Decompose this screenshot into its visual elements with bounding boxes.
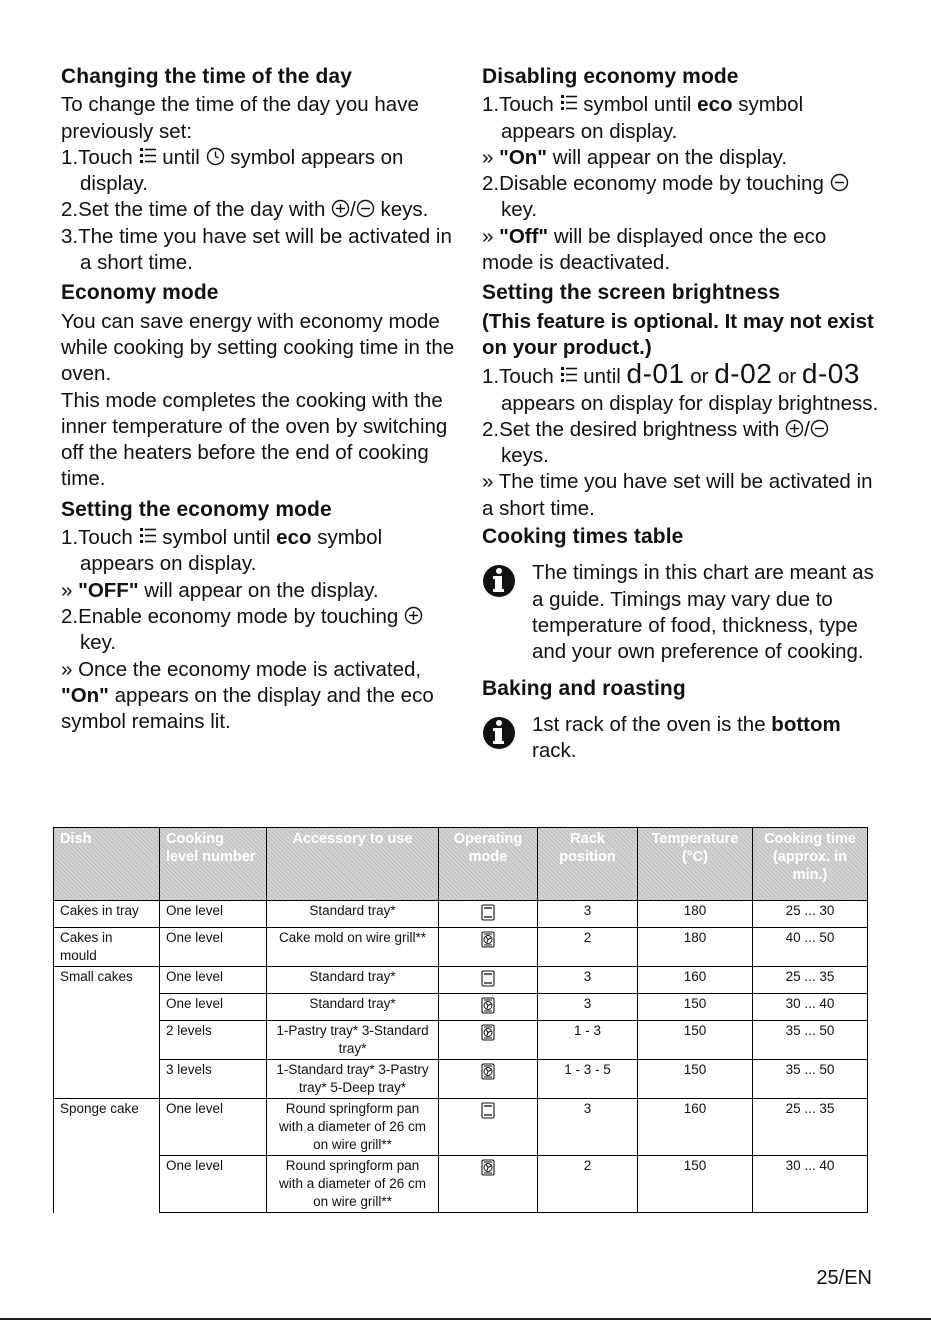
display-code: d-01	[626, 358, 685, 390]
cell-temperature: 160	[638, 1099, 753, 1156]
cell-mode	[439, 1021, 538, 1060]
result-text: will appear on the display.	[138, 578, 379, 602]
change-intro: To change the time of the day you have previously set:	[61, 93, 419, 143]
cell-mode	[439, 994, 538, 1021]
off-word: "OFF"	[78, 578, 139, 602]
step-text: symbol until	[583, 93, 692, 117]
cell-accessory: Round springform pan with a diameter of 26 cm on wire grill**	[267, 1156, 439, 1213]
minus-circle-icon	[830, 173, 849, 192]
step-text: 1.Touch	[482, 93, 554, 117]
result-text: will be displayed once the eco mode is deactivated.	[482, 224, 827, 275]
cell-time: 25 ... 35	[753, 1099, 868, 1156]
set-eco-result-1	[61, 578, 456, 604]
minus-circle-icon	[810, 419, 829, 438]
cell-rack: 3	[538, 901, 638, 928]
table-row	[54, 901, 868, 928]
cell-rack: 2	[538, 1156, 638, 1213]
cell-temperature: 180	[638, 928, 753, 967]
left-column	[61, 62, 456, 735]
baking-info-note	[482, 712, 882, 765]
cell-accessory: 1-Standard tray* 3-Pastry tray* 5-Deep tray*	[267, 1060, 439, 1099]
fan-heating-icon	[445, 1024, 531, 1046]
set-eco-step-1	[61, 525, 456, 578]
cell-level: One level	[160, 928, 267, 967]
cell-time: 25 ... 30	[753, 901, 868, 928]
off-word: "Off"	[499, 224, 549, 248]
slash: /	[350, 198, 356, 222]
cell-level: 2 levels	[160, 1021, 267, 1060]
cell-dish	[54, 1156, 160, 1213]
change-step-1	[61, 145, 456, 198]
header-mode: Operating mode	[439, 828, 538, 901]
bottom-word: bottom	[771, 712, 841, 736]
page-number: 25/EN	[816, 1267, 872, 1289]
step-text: 1.Touch	[61, 145, 133, 169]
cell-temperature: 150	[638, 994, 753, 1021]
cell-rack: 3	[538, 967, 638, 994]
cell-mode	[439, 901, 538, 928]
cell-dish	[54, 1021, 160, 1060]
step-text: 2.Set the time of the day with	[61, 198, 326, 222]
info-text: The timings in this chart are meant as a guide. Timings may vary due to temperature of food, thickness, type and your own preference of cooking.	[532, 561, 874, 664]
result-text: » Once the economy mode is activated,	[61, 657, 422, 681]
result-text: will appear on the display.	[547, 145, 788, 169]
step-text: or	[690, 365, 709, 389]
cell-level: One level	[160, 994, 267, 1021]
table-row	[54, 1156, 868, 1213]
cell-accessory: 1-Pastry tray* 3-Standard tray*	[267, 1021, 439, 1060]
step-text: until	[162, 145, 200, 169]
cooking-info-note	[482, 560, 882, 665]
cell-rack: 1 - 3 - 5	[538, 1060, 638, 1099]
cell-rack: 2	[538, 928, 638, 967]
heading-screen-brightness: Setting the screen brightness	[482, 281, 781, 305]
cell-mode	[439, 928, 538, 967]
on-word: "On"	[61, 683, 109, 707]
heading-baking-roasting: Baking and roasting	[482, 676, 686, 700]
result-text: appears on the display and the eco symbol remains lit.	[61, 683, 434, 734]
cell-rack: 3	[538, 994, 638, 1021]
header-time: Cooking time (approx. in min.)	[753, 828, 868, 901]
cell-level: One level	[160, 1156, 267, 1213]
eco-word: eco	[697, 93, 733, 117]
step-text: until	[583, 365, 621, 389]
cell-temperature: 150	[638, 1021, 753, 1060]
heading-cooking-times: Cooking times table	[482, 525, 684, 549]
table-row	[54, 1099, 868, 1156]
step-text: symbol appears on display.	[80, 526, 383, 576]
heading-disabling-economy: Disabling economy mode	[482, 65, 739, 88]
cell-mode	[439, 1060, 538, 1099]
step-text: symbol until	[162, 526, 271, 550]
menu-icon	[139, 146, 157, 166]
step-text: symbol appears on display.	[80, 145, 404, 196]
header-accessory: Accessory to use	[267, 828, 439, 901]
dis-step-1	[482, 92, 882, 145]
cell-level: One level	[160, 967, 267, 994]
dis-result-2	[482, 224, 882, 277]
header-dish: Dish	[54, 828, 160, 901]
dis-result-1	[482, 145, 882, 171]
fan-heating-icon	[445, 997, 531, 1019]
result-marker: »	[61, 578, 79, 602]
cell-time: 30 ... 40	[753, 994, 868, 1021]
cell-mode	[439, 1156, 538, 1213]
cell-dish: Small cakes	[54, 967, 160, 994]
header-rack: Rack position	[538, 828, 638, 901]
step-text: 2.Enable economy mode by touching	[61, 604, 399, 628]
minus-circle-icon	[356, 199, 375, 218]
step-text: 2.Disable economy mode by touching	[482, 172, 824, 196]
cell-temperature: 160	[638, 967, 753, 994]
set-eco-result-2	[61, 657, 456, 736]
table-row	[54, 928, 868, 967]
divider	[0, 1318, 931, 1320]
step-text: 1.Touch	[482, 365, 554, 389]
eco-word: eco	[276, 526, 312, 550]
step-text: 1.Touch	[61, 526, 133, 550]
menu-icon	[139, 526, 157, 546]
heading-changing-time: Changing the time of the day	[61, 65, 352, 88]
cell-accessory: Cake mold on wire grill**	[267, 928, 439, 967]
brightness-result: » The time you have set will be activated in a short time.	[482, 470, 873, 520]
heading-economy-mode: Economy mode	[61, 281, 219, 305]
cell-accessory: Standard tray*	[267, 967, 439, 994]
cell-mode	[439, 1099, 538, 1156]
cell-rack: 3	[538, 1099, 638, 1156]
cell-dish: Cakes in mould	[54, 928, 160, 967]
brightness-step-1	[482, 358, 882, 417]
cell-level: 3 levels	[160, 1060, 267, 1099]
plus-circle-icon	[404, 606, 423, 625]
info-icon	[482, 713, 516, 751]
info-icon	[482, 561, 516, 599]
info-text-part: rack.	[532, 739, 577, 763]
change-step-3: 3.The time you have set will be activated in a short time.	[61, 224, 452, 275]
header-temperature: Temperature (°C)	[638, 828, 753, 901]
menu-icon	[560, 365, 578, 385]
cell-dish	[54, 994, 160, 1021]
cell-level: One level	[160, 901, 267, 928]
right-column	[482, 62, 882, 774]
step-text: keys.	[501, 444, 549, 468]
top-bottom-heating-icon	[445, 970, 531, 992]
step-text: key.	[80, 631, 117, 655]
cell-dish: Sponge cake	[54, 1099, 160, 1156]
slash: /	[804, 417, 810, 441]
cell-temperature: 150	[638, 1156, 753, 1213]
fan-heating-icon	[445, 1063, 531, 1085]
cell-temperature: 150	[638, 1060, 753, 1099]
result-marker: »	[482, 145, 500, 169]
step-text: key.	[501, 198, 538, 222]
step-text: keys.	[380, 198, 429, 222]
brightness-note: (This feature is optional. It may not exist on your product.)	[482, 309, 874, 359]
header-level: Cooking level number	[160, 828, 267, 901]
change-step-2	[61, 197, 456, 223]
cell-mode	[439, 967, 538, 994]
step-text: or	[777, 365, 797, 389]
step-text: 2.Set the desired brightness with	[482, 417, 780, 441]
eco-paragraph-1: You can save energy with economy mode while cooking by setting cooking time in the oven.	[61, 309, 455, 386]
step-text: symbol appears on display.	[501, 93, 804, 143]
table-row	[54, 994, 868, 1021]
top-bottom-heating-icon	[445, 904, 531, 926]
eco-paragraph-2: This mode completes the cooking with the inner temperature of the oven by switching off the heaters before the end of cooking time.	[61, 388, 448, 491]
cell-rack: 1 - 3	[538, 1021, 638, 1060]
clock-icon	[206, 147, 225, 166]
cell-accessory: Standard tray*	[267, 901, 439, 928]
cell-time: 40 ... 50	[753, 928, 868, 967]
plus-circle-icon	[785, 419, 804, 438]
cell-time: 25 ... 35	[753, 967, 868, 994]
cell-dish: Cakes in tray	[54, 901, 160, 928]
table-header-row	[54, 828, 868, 901]
cooking-times-table	[53, 827, 868, 1213]
cell-accessory: Round springform pan with a diameter of 26 cm on wire grill**	[267, 1099, 439, 1156]
table-row	[54, 1060, 868, 1099]
cell-level: One level	[160, 1099, 267, 1156]
info-text	[532, 712, 882, 765]
fan-heating-icon	[445, 1159, 531, 1181]
step-text: appears on display for display brightness.	[501, 391, 879, 415]
info-text-part: 1st rack of the oven is the	[532, 712, 772, 736]
dis-step-2	[482, 171, 882, 224]
cell-time: 35 ... 50	[753, 1021, 868, 1060]
result-marker: »	[482, 224, 500, 248]
table-row	[54, 967, 868, 994]
table-row	[54, 1021, 868, 1060]
set-eco-step-2	[61, 604, 456, 657]
cell-temperature: 180	[638, 901, 753, 928]
menu-icon	[560, 93, 578, 113]
top-bottom-heating-icon	[445, 1102, 531, 1124]
fan-heating-icon	[445, 931, 531, 953]
brightness-step-2	[482, 417, 882, 470]
on-word: "On"	[499, 145, 548, 169]
display-code: d-02	[714, 358, 773, 390]
plus-circle-icon	[331, 199, 350, 218]
cell-time: 35 ... 50	[753, 1060, 868, 1099]
cell-time: 30 ... 40	[753, 1156, 868, 1213]
heading-setting-economy: Setting the economy mode	[61, 497, 332, 521]
cell-dish	[54, 1060, 160, 1099]
display-code: d-03	[801, 358, 860, 390]
cell-accessory: Standard tray*	[267, 994, 439, 1021]
